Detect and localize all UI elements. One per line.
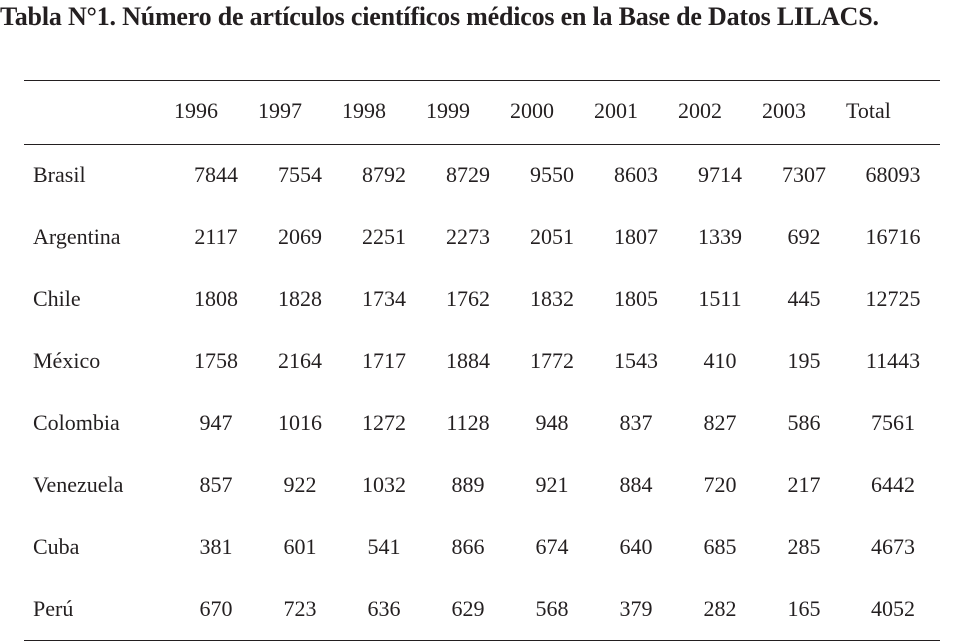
value-cell: 1772 (530, 348, 574, 373)
country-cell: Brasil (33, 162, 86, 187)
value-cell: 1734 (362, 286, 406, 311)
value-cell: 692 (787, 224, 821, 249)
value-cell: 1272 (362, 410, 406, 435)
value-cell: 2051 (530, 224, 574, 249)
value-cell: 9550 (530, 162, 574, 187)
value-cell: 674 (535, 534, 569, 559)
value-cell: 217 (787, 472, 821, 497)
table-row (24, 268, 940, 330)
table-row (24, 330, 940, 392)
country-cell: México (33, 348, 101, 373)
value-cell: 8792 (362, 162, 406, 187)
value-cell: 282 (703, 596, 737, 621)
total-cell: 7561 (871, 410, 915, 435)
value-cell: 1832 (530, 286, 574, 311)
value-cell: 723 (283, 596, 317, 621)
value-cell: 1805 (614, 286, 658, 311)
total-cell: 11443 (865, 348, 921, 373)
table-title: Tabla N°1. Número de artículos científicos médicos en la Base de Datos LILACS. (0, 2, 879, 31)
table-row (24, 578, 940, 640)
value-cell: 445 (787, 286, 821, 311)
country-cell: Venezuela (33, 472, 124, 497)
header-cell-1996: 1996 (174, 97, 218, 123)
value-cell: 884 (619, 472, 653, 497)
header-cell-2002: 2002 (678, 97, 722, 123)
articles-table (24, 80, 940, 640)
value-cell: 601 (283, 534, 317, 559)
country-cell: Perú (33, 596, 74, 621)
value-cell: 8603 (614, 162, 658, 187)
value-cell: 1016 (278, 410, 322, 435)
bottom-rule (24, 640, 940, 641)
total-cell: 12725 (865, 286, 921, 311)
value-cell: 8729 (446, 162, 490, 187)
table-row (24, 206, 940, 268)
value-cell: 2273 (446, 224, 490, 249)
value-cell: 685 (703, 534, 737, 559)
value-cell: 2164 (278, 348, 322, 373)
header-cell-country (24, 80, 174, 144)
value-cell: 640 (619, 534, 653, 559)
value-cell: 1828 (278, 286, 322, 311)
value-cell: 1128 (446, 410, 490, 435)
value-cell: 1339 (698, 224, 742, 249)
value-cell: 410 (703, 348, 737, 373)
value-cell: 1762 (446, 286, 490, 311)
total-cell: 68093 (865, 162, 921, 187)
value-cell: 2251 (362, 224, 406, 249)
value-cell: 1032 (362, 472, 406, 497)
country-cell: Argentina (33, 224, 121, 249)
value-cell: 837 (619, 410, 653, 435)
value-cell: 9714 (698, 162, 742, 187)
value-cell: 827 (703, 410, 737, 435)
total-cell: 4673 (871, 534, 915, 559)
value-cell: 165 (787, 596, 821, 621)
value-cell: 379 (619, 596, 653, 621)
value-cell: 285 (787, 534, 821, 559)
header-cell-1999: 1999 (426, 97, 470, 123)
country-cell: Cuba (33, 534, 80, 559)
country-cell: Chile (33, 286, 81, 311)
value-cell: 7307 (782, 162, 826, 187)
value-cell: 629 (451, 596, 485, 621)
value-cell: 586 (787, 410, 821, 435)
total-cell: 4052 (871, 596, 915, 621)
value-cell: 1758 (194, 348, 238, 373)
header-cell-2000: 2000 (510, 97, 554, 123)
value-cell: 1808 (194, 286, 238, 311)
value-cell: 670 (199, 596, 233, 621)
table-row (24, 516, 940, 578)
value-cell: 948 (535, 410, 569, 435)
value-cell: 1717 (362, 348, 406, 373)
table-body (24, 144, 940, 640)
value-cell: 947 (199, 410, 233, 435)
value-cell: 1884 (446, 348, 490, 373)
header-row (24, 80, 940, 144)
table-row (24, 454, 940, 516)
value-cell: 2117 (194, 224, 238, 249)
value-cell: 7844 (194, 162, 238, 187)
header-cell-1998: 1998 (342, 97, 386, 123)
value-cell: 857 (199, 472, 233, 497)
value-cell: 1543 (614, 348, 658, 373)
value-cell: 1807 (614, 224, 658, 249)
value-cell: 1511 (698, 286, 742, 311)
total-cell: 6442 (871, 472, 915, 497)
header-cell-1997: 1997 (258, 97, 302, 123)
header-cell-2003: 2003 (762, 97, 806, 123)
total-cell: 16716 (865, 224, 921, 249)
value-cell: 889 (451, 472, 485, 497)
value-cell: 866 (451, 534, 485, 559)
value-cell: 381 (199, 534, 233, 559)
country-cell: Colombia (33, 410, 120, 435)
header-cell-2001: 2001 (594, 97, 638, 123)
value-cell: 568 (535, 596, 569, 621)
value-cell: 195 (787, 348, 821, 373)
header-cell-total: Total (846, 97, 891, 123)
table-row (24, 392, 940, 454)
table-row (24, 144, 940, 206)
value-cell: 922 (283, 472, 317, 497)
value-cell: 720 (703, 472, 737, 497)
value-cell: 2069 (278, 224, 322, 249)
value-cell: 636 (367, 596, 401, 621)
value-cell: 7554 (278, 162, 322, 187)
value-cell: 921 (535, 472, 569, 497)
value-cell: 541 (367, 534, 401, 559)
